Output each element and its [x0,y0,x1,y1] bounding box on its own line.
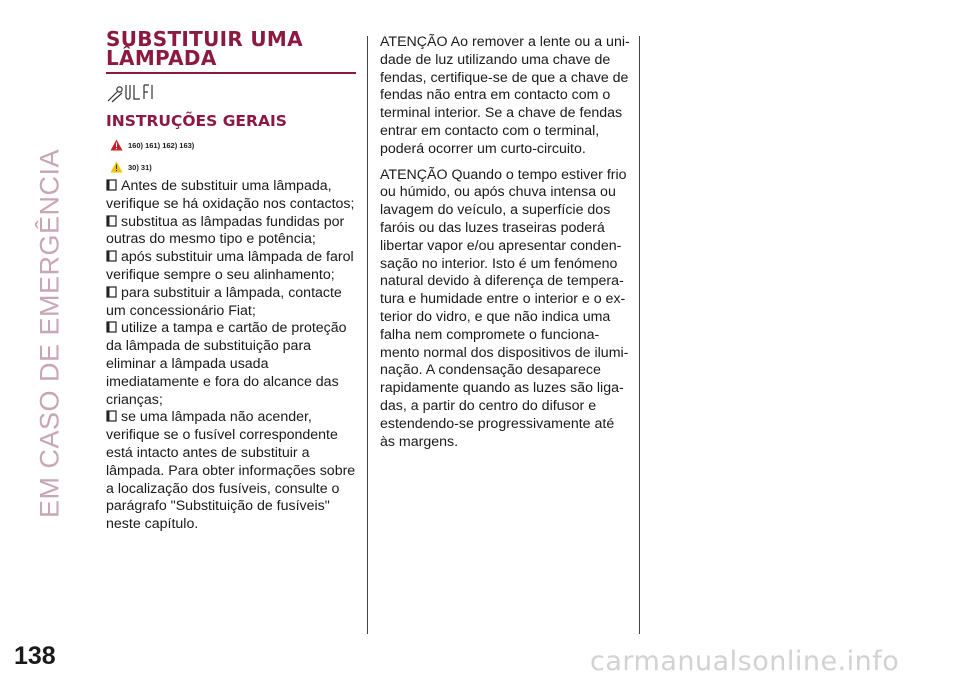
warning-refs: 160) 161) 162) 163) [128,140,195,150]
list-item: utilize a tampa e cartão de proteção da lâmpada de substituição para eliminar a lâmpada usada imediatamente e fora do alcance das crianças; [106,320,347,408]
bullet-square-icon [106,410,117,422]
warning-references-row [110,134,356,156]
attention-paragraph-2: ATENÇÃO Quando o tempo estiver frio ou húmido, ou após chuva intensa ou lavagem do veículo, a superfície dos faróis ou das luzes traseiras poderá libertar vapor e/ou apresentar conden- sação no interior. Isto é um fenómeno natural devido à diferença de tempera- tura e humidade entre o interior e o ex- terior do vidro, e que não indica uma falha nem compromete o funciona- mento normal dos dispositivos de ilumi- nação. A condensação desaparece rapidamente quando as luzes são liga- das, a partir do centro do difusor e estendendo-se progressivamente até às margens. [380,166,629,450]
bullet-square-icon [106,286,117,298]
tools-icon [106,82,356,106]
list-item: substitua as lâmpadas fundidas por outras do mesmo tipo e potência; [106,213,345,248]
caution-refs: 30) 31) [128,162,152,172]
page-number: 138 [14,642,56,670]
right-column [380,34,630,459]
subsection-title: INSTRUÇÕES GERAIS [106,112,287,130]
bullet-list [106,178,356,534]
column-divider-right [639,36,640,634]
yellow-caution-triangle-icon [110,161,123,173]
left-column [106,27,356,534]
list-item: Antes de substituir uma lâmpada, verifique se há oxidação nos contactos; [106,178,355,212]
chapter-side-title: EM CASO DE EMERGÊNCIA [34,148,65,519]
bullet-square-icon [106,321,117,333]
caution-references-row [110,156,356,178]
red-warning-triangle-icon [110,139,123,151]
bullet-square-icon [106,179,117,191]
bullet-square-icon [106,250,117,262]
section-title: SUBSTITUIR UMA LÂMPADA [106,30,356,74]
list-item: se uma lâmpada não acender, verifique se o fusível correspondente está intacto antes de substituir a lâmpada. Para obter informações sobre a localização dos fusíveis, consulte o parágrafo "Substituição de fusíveis" neste capítulo. [106,409,356,533]
bullet-square-icon [106,215,117,227]
column-divider-left [367,36,368,634]
list-item: para substituir a lâmpada, contacte um concessionário Fiat; [106,284,342,319]
site-watermark: carmanualsonline.info [590,646,900,677]
list-item: após substituir uma lâmpada de farol verifique sempre o seu alinhamento; [106,249,354,283]
attention-paragraph-1: ATENÇÃO Ao remover a lente ou a uni- dade de luz utilizando uma chave de fendas, certifique-se de que a chave de fendas não entra em contacto com o terminal interior. Se a chave de fendas entrar em contacto com o terminal, poderá ocorrer um curto-circuito. [380,34,630,157]
